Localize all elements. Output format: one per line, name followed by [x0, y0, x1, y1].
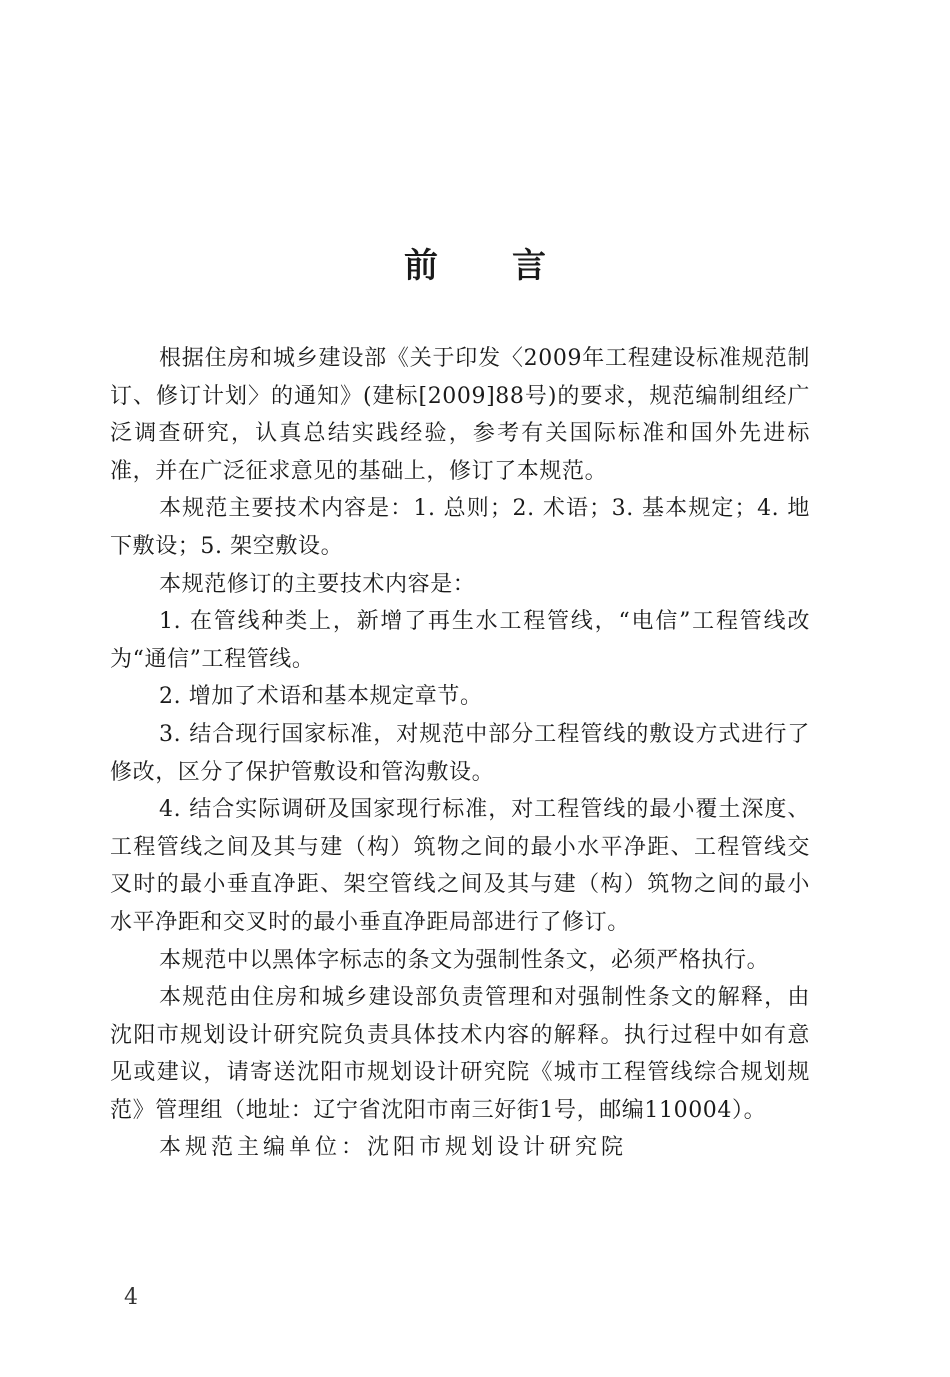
paragraph-revision-item-2: 2. 增加了术语和基本规定章节。 [159, 684, 483, 710]
page-title [0, 238, 950, 294]
paragraph-revision-intro: 本规范修订的主要技术内容是： [159, 571, 476, 597]
page-number: 4 [124, 1285, 138, 1310]
paragraph-revision-item-3: 3. 结合现行国家标准，对规范中部分工程管线的敷设方式进行了修改，区分了保护管敷设和管沟敷设。 [110, 721, 810, 785]
title-char-1: 前 [404, 246, 438, 286]
title-char-2: 言 [512, 246, 546, 286]
paragraph-mandatory-clauses: 本规范中以黑体字标志的条文为强制性条文，必须严格执行。 [159, 947, 770, 973]
paragraph-revision-item-4: 4. 结合实际调研及国家现行标准，对工程管线的最小覆土深度、工程管线之间及其与建（构）筑物之间的最小水平净距、工程管线交叉时的最小垂直净距、架空管线之间及其与建（构）筑物之间的最小水平净距和交叉时的最小垂直净距局部进行了修订。 [110, 797, 810, 935]
paragraph-basis: 根据住房和城乡建设部《关于印发〈2009年工程建设标准规范制订、修订计划〉的通知》(建标[2009]88号)的要求，规范编制组经广泛调查研究，认真总结实践经验，参考有关国际标准和国外先进标准，并在广泛征求意见的基础上，修订了本规范。 [110, 346, 810, 484]
paragraph-chief-editor: 本规范主编单位：沈阳市规划设计研究院 [159, 1135, 628, 1161]
paragraph-administration: 本规范由住房和城乡建设部负责管理和对强制性条文的解释，由沈阳市规划设计研究院负责具体技术内容的解释。执行过程中如有意见或建议，请寄送沈阳市规划设计研究院《城市工程管线综合规划规范》管理组（地址：辽宁省沈阳市南三好街1号，邮编110004）。 [110, 985, 810, 1123]
paragraph-revision-item-1: 1. 在管线种类上，新增了再生水工程管线，“电信”工程管线改为“通信”工程管线。 [110, 609, 810, 672]
paragraph-main-contents: 本规范主要技术内容是：1. 总则；2. 术语；3. 基本规定；4. 地下敷设；5. 架空敷设。 [110, 496, 810, 559]
preface-body [110, 340, 810, 1167]
